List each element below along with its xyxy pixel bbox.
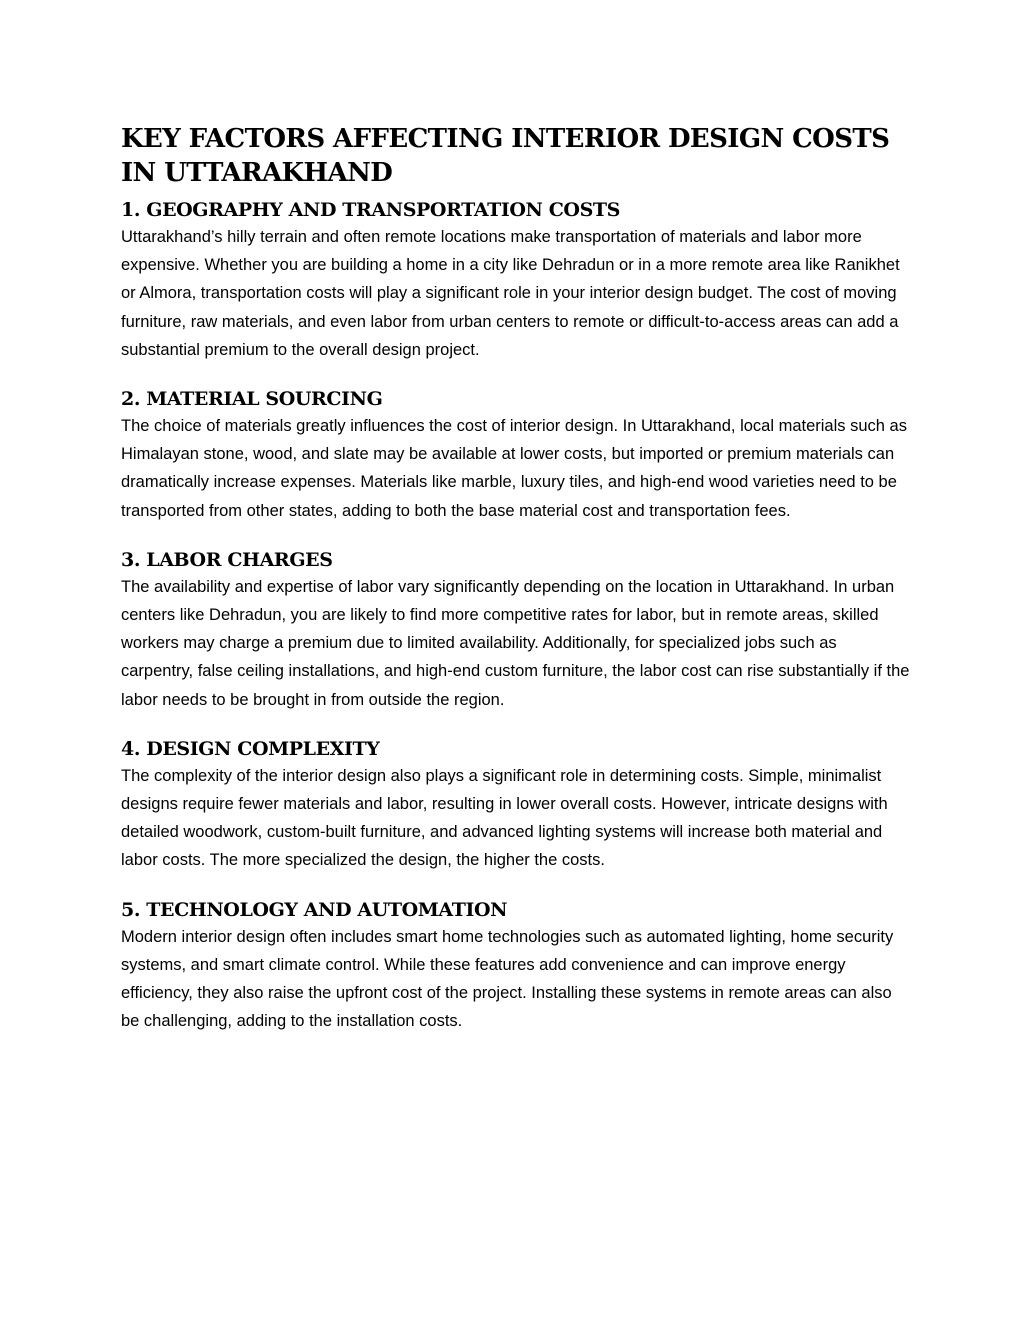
- document-title: KEY FACTORS AFFECTING INTERIOR DESIGN COSTS IN UTTARAKHAND: [121, 124, 890, 188]
- section-heading: 1. GEOGRAPHY AND TRANSPORTATION COSTS: [121, 199, 620, 221]
- section-material-sourcing: [121, 386, 911, 525]
- section-body: The availability and expertise of labor vary significantly depending on the location in Uttarakhand. In urban centers like Dehradun, you are likely to find more competitive rates for labor, but in remote areas, skilled workers may charge a premium due to limited availability. Additionally, for specialized jobs such as carpentry, false ceiling installations, and high-end custom furniture, the labor cost can rise substantially if the labor needs to be brought in from outside the region.: [121, 577, 910, 709]
- section-heading: 2. MATERIAL SOURCING: [121, 388, 383, 411]
- section-body: Modern interior design often includes smart home technologies such as automated lighting, home security systems, and smart climate control. While these features add convenience and can improve energy efficiency, they also raise the upfront cost of the project. Installing these systems in remote areas can also be challenging, adding to the installation costs.: [121, 927, 894, 1031]
- section-body: Uttarakhand’s hilly terrain and often remote locations make transportation of materials and labor more expensive. Whether you are building a home in a city like Dehradun or in a more remote area like Ranikhet or Almora, transportation costs will play a significant role in your interior design budget. The cost of moving furniture, raw materials, and even labor from urban centers to remote or difficult-to-access areas can add a substantial premium to the overall design project.: [121, 228, 900, 359]
- section-body: The complexity of the interior design also plays a significant role in determining costs. Simple, minimalist designs require fewer materials and labor, resulting in lower overall costs. However, intricate designs with detailed woodwork, custom-built furniture, and advanced lighting systems will increase both material and labor costs. The more specialized the design, the higher the costs.: [121, 766, 888, 870]
- section-design-complexity: [121, 736, 911, 875]
- section-heading: 5. TECHNOLOGY AND AUTOMATION: [121, 898, 508, 921]
- section-technology-automation: [121, 897, 911, 1036]
- section-body: The choice of materials greatly influences the cost of interior design. In Uttarakhand, local materials such as Himalayan stone, wood, and slate may be available at lower costs, but imported or premium materials can dramatically increase expenses. Materials like marble, luxury tiles, and high-end wood varieties need to be transported from other states, adding to both the base material cost and transportation fees.: [121, 417, 907, 520]
- section-geography-transportation: [121, 197, 911, 364]
- section-heading: 3. LABOR CHARGES: [121, 548, 333, 571]
- section-heading: 4. DESIGN COMPLEXITY: [121, 737, 380, 760]
- document-page: [121, 122, 911, 1057]
- section-labor-charges: [121, 547, 911, 714]
